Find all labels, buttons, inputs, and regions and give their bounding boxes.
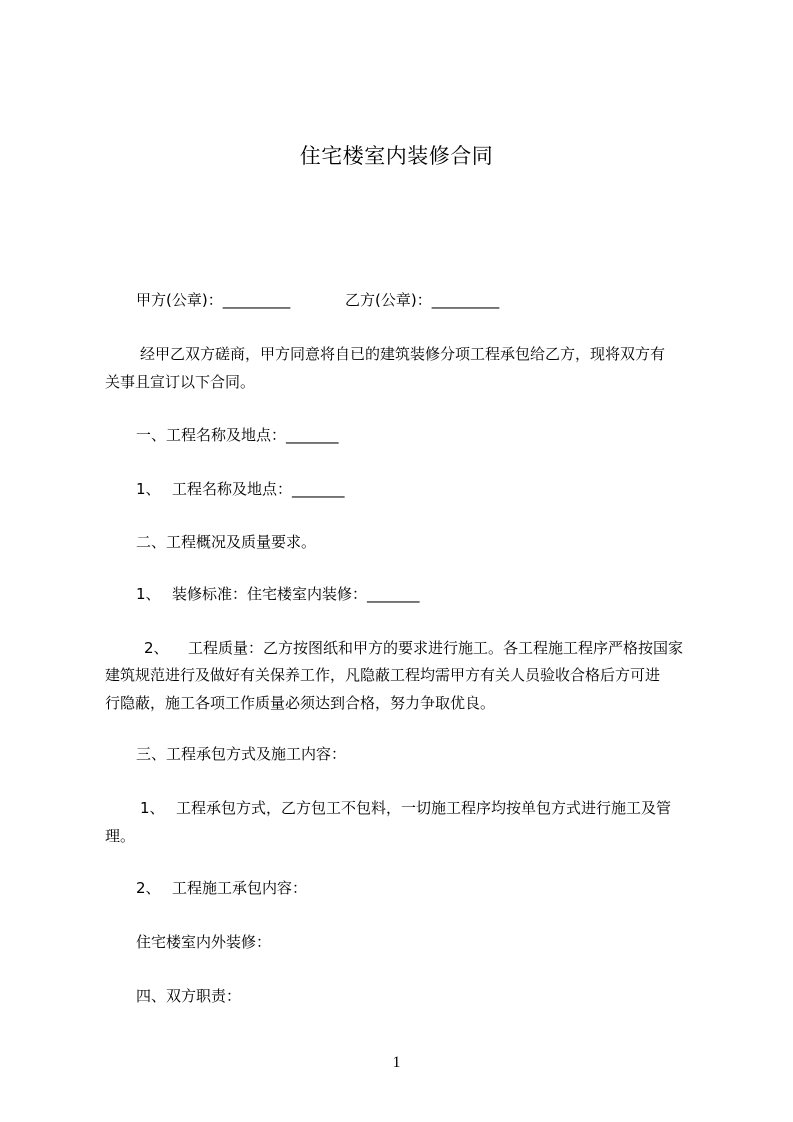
party-b-label: 乙方(公章)：: [345, 291, 432, 309]
section-2-item-2: [144, 634, 683, 662]
section-3-heading: 三、工程承包方式及施工内容：: [136, 745, 347, 763]
item-number: 1、: [136, 585, 161, 603]
item-text: 装修标准：住宅楼室内装修：_______: [172, 585, 420, 603]
section-2-item-1: [136, 580, 420, 608]
party-a-label: 甲方(公章)：: [136, 291, 223, 309]
section-4-heading: 四、双方职责：: [136, 987, 242, 1005]
item-text: 工程承包方式，乙方包工不包料，一切施工程序均按单包方式进行施工及管: [176, 799, 672, 817]
party-b-blank: _________: [431, 291, 500, 309]
section-2-item-2-line-3: 行隐蔽，施工各项工作质量必须达到合格，努力争取优良。: [105, 694, 496, 712]
section-1-item-1: [136, 475, 345, 503]
parties-line: [136, 286, 290, 314]
section-3-item-1-line-2: 理。: [105, 827, 136, 845]
item-text: 工程施工承包内容：: [172, 879, 308, 897]
item-number: 2、: [136, 879, 161, 897]
intro-line-1: 经甲乙双方磋商，甲方同意将自已的建筑装修分项工程承包给乙方，现将双方有: [140, 345, 666, 363]
item-number: 1、: [136, 480, 161, 498]
item-number: 1、: [140, 799, 165, 817]
section-1-heading: 一、工程名称及地点：_______: [136, 426, 339, 444]
page-number: 1: [392, 1054, 401, 1071]
document-title: 住宅楼室内装修合同: [299, 144, 494, 168]
section-2-heading: 二、工程概况及质量要求。: [136, 533, 317, 551]
section-3-content: 住宅楼室内外装修：: [136, 933, 272, 951]
section-3-item-2: [136, 874, 307, 902]
item-text: 工程名称及地点：_______: [172, 480, 345, 498]
section-3-item-1: [140, 794, 671, 822]
section-2-item-2-line-2: 建筑规范进行及做好有关保养工作，凡隐蔽工程均需甲方有关人员验收合格后方可进: [105, 666, 661, 684]
intro-line-2: 关事且宣订以下合同。: [105, 373, 256, 391]
party-a-blank: _________: [222, 291, 291, 309]
item-number: 2、: [144, 639, 169, 657]
item-text: 工程质量：乙方按图纸和甲方的要求进行施工。各工程施工程序严格按国家: [188, 639, 684, 657]
parties-line-b: [345, 286, 499, 314]
